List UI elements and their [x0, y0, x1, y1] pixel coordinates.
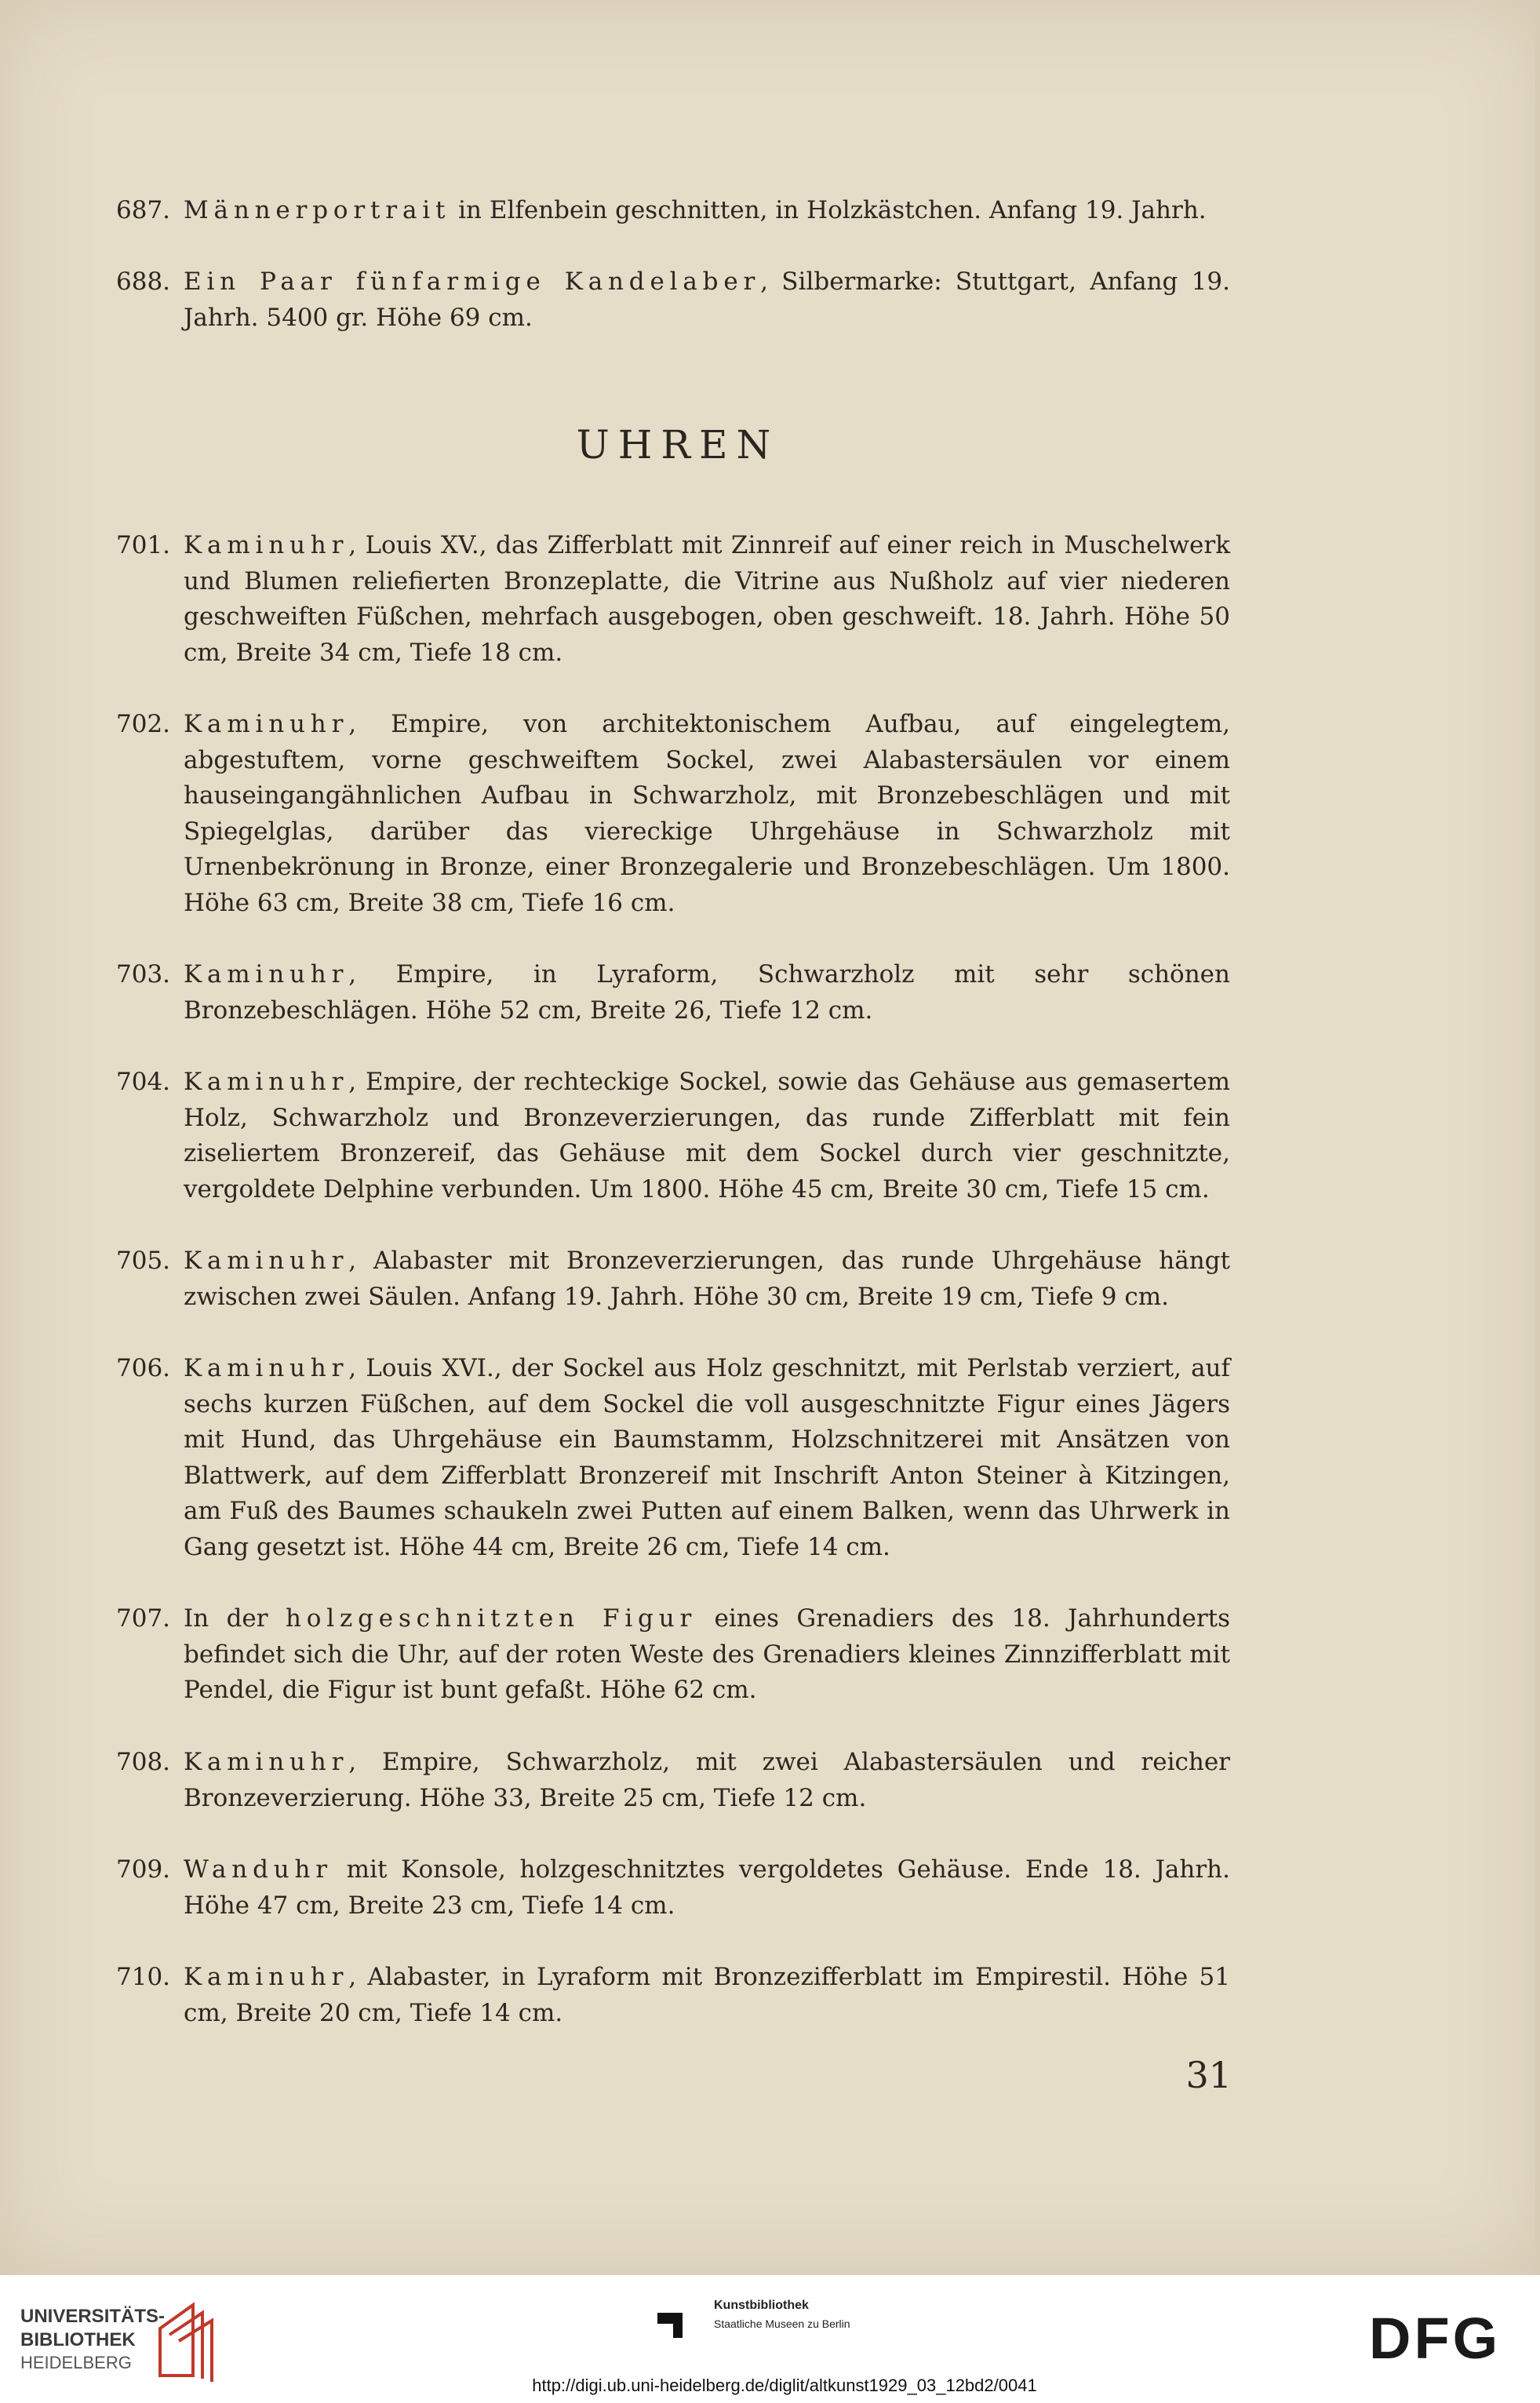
entry-number: 687.: [116, 196, 171, 224]
entry-keyword: Kaminuhr: [184, 1963, 349, 1991]
entry-keyword: Männerportrait: [184, 196, 451, 224]
permalink-url[interactable]: http://digi.ub.uni-heidelberg.de/diglit/altkunst1929_03_12bd2/0041: [532, 2376, 1037, 2395]
entry-text: , Empire, von architektonischem Aufbau, auf eingelegtem, abgestuftem, vorne geschweiftem Sockel, zwei Alabastersäulen vor einem hauseingangähnlichen Aufbau in Schwarzholz, mit Bronzebeschlägen und mit Spiegelglas, darüber das viereckige Uhrgehäuse in Schwarzholz mit Urnenbekrönung in Bronze, einer Bronzegalerie und Bronzebeschlägen. Um 1800. Höhe 63 cm, Breite 38 cm, Tiefe 16 cm.: [184, 710, 1230, 917]
kb-subtitle: Staatliche Museen zu Berlin: [714, 2317, 850, 2330]
logo-line-3: HEIDELBERG: [20, 2353, 132, 2372]
entry-keyword: Kaminuhr: [184, 1354, 349, 1382]
entry-body: [184, 1243, 1230, 1315]
entry-keyword: Wanduhr: [184, 1855, 333, 1884]
entry-number: 688.: [116, 268, 171, 296]
entry-keyword: Kaminuhr: [184, 531, 349, 559]
section-title: UHREN: [576, 422, 780, 468]
entry-body: [184, 957, 1230, 1029]
entry-number: 710.: [116, 1963, 171, 1991]
entry-keyword: Kaminuhr: [184, 1068, 349, 1096]
entry-body: [184, 193, 1230, 229]
kunstbibliothek-mark-icon: [656, 2307, 703, 2341]
dfg-logo[interactable]: DFG: [1369, 2306, 1502, 2371]
entry-body: [184, 528, 1230, 671]
entry-text: in Elfenbein geschnitten, in Holzkästchen. Anfang 19. Jahrh.: [450, 196, 1207, 224]
entry-text: , Alabaster, in Lyraform mit Bronzezifferblatt im Empirestil. Höhe 51 cm, Breite 20 cm, Tiefe 14 cm.: [184, 1963, 1230, 2027]
catalog-entry-708: [116, 1745, 1230, 1816]
entry-number: 703.: [116, 960, 171, 989]
entry-keyword: Kaminuhr: [184, 710, 349, 738]
entry-text: , Alabaster mit Bronzeverzierungen, das runde Uhrgehäuse hängt zwischen zwei Säulen. Anfang 19. Jahrh. Höhe 30 cm, Breite 19 cm, Tiefe 9 cm.: [184, 1247, 1230, 1311]
entry-text: , Silbermarke: Stuttgart, Anfang 19. Jahrh. 5400 gr. Höhe 69 cm.: [184, 268, 1230, 332]
entry-number: 705.: [116, 1247, 171, 1275]
catalog-entry-704: [116, 1065, 1230, 1207]
entry-text: , Louis XV., das Zifferblatt mit Zinnreif auf einer reich in Muschelwerk und Blumen reliefierten Bronzeplatte, die Vitrine aus Nußholz auf vier niederen geschweiften Füßchen, mehrfach ausgebogen, oben geschweift. 18. Jahrh. Höhe 50 cm, Breite 34 cm, Tiefe 18 cm.: [184, 531, 1230, 667]
catalog-entry-703: [116, 957, 1230, 1029]
catalog-entry-687: [116, 193, 1230, 229]
catalog-entry-706: [116, 1351, 1230, 1565]
entry-keyword: holzgeschnitzten Figur: [285, 1604, 697, 1633]
logo-line-2: BIBLIOTHEK: [20, 2329, 136, 2350]
catalog-entry-705: [116, 1243, 1230, 1315]
entry-keyword: Kaminuhr: [184, 960, 349, 989]
catalog-entry-701: [116, 528, 1230, 671]
entry-number: 708.: [116, 1748, 171, 1776]
footer-bar: [0, 2275, 1540, 2403]
catalog-entry-709: [116, 1852, 1230, 1924]
entry-number: 707.: [116, 1604, 171, 1633]
entry-body: [184, 264, 1230, 336]
entry-body: [184, 707, 1230, 921]
heidelberg-mark-icon: [154, 2297, 217, 2383]
catalog-entry-702: [116, 707, 1230, 921]
entry-keyword: Kaminuhr: [184, 1748, 349, 1776]
entry-text: , Empire, der rechteckige Sockel, sowie das Gehäuse aus gemasertem Holz, Schwarzholz und Bronzeverzierungen, das runde Zifferblatt mit fein ziseliertem Bronzereif, das Gehäuse mit dem Sockel durch vier geschnitzte, vergoldete Delphine verbunden. Um 1800. Höhe 45 cm, Breite 30 cm, Tiefe 15 cm.: [184, 1068, 1230, 1203]
entry-body: [184, 1852, 1230, 1924]
entry-body: [184, 1960, 1230, 2031]
entry-prefix: In der: [184, 1604, 286, 1633]
kb-name: Kunstbibliothek: [714, 2299, 809, 2312]
page-number: 31: [1185, 2054, 1232, 2096]
page-edge: [1535, 0, 1540, 2275]
entry-body: [184, 1601, 1230, 1709]
entry-keyword: Kaminuhr: [184, 1247, 349, 1275]
catalog-entry-710: [116, 1960, 1230, 2031]
entry-text: , Louis XVI., der Sockel aus Holz geschnitzt, mit Perlstab verziert, auf sechs kurzen Füßchen, auf dem Sockel die voll ausgeschnitzte Figur eines Jägers mit Hund, das Uhrgehäuse ein Baumstamm, Holzschnitzerei mit Ansätzen von Blattwerk, auf dem Zifferblatt Bronzereif mit Inschrift Anton Steiner à Kitzingen, am Fuß des Baumes schaukeln zwei Putten auf einem Balken, wenn das Uhrwerk in Gang gesetzt ist. Höhe 44 cm, Breite 26 cm, Tiefe 14 cm.: [184, 1354, 1230, 1561]
entry-text: eines Grenadiers des 18. Jahrhunderts befindet sich die Uhr, auf der roten Weste des Grenadiers kleines Zinnzifferblatt mit Pendel, die Figur ist bunt gefaßt. Höhe 62 cm.: [184, 1604, 1231, 1704]
heidelberg-library-logo[interactable]: [20, 2305, 165, 2374]
entry-number: 704.: [116, 1068, 171, 1096]
entry-number: 706.: [116, 1354, 171, 1382]
entry-keyword: Ein Paar fünfarmige Kandelaber: [184, 268, 761, 296]
catalog-entry-688: [116, 264, 1230, 336]
entry-text: , Empire, Schwarzholz, mit zwei Alabastersäulen und reicher Bronzeverzierung. Höhe 33, Breite 25 cm, Tiefe 12 cm.: [184, 1748, 1230, 1812]
entry-number: 702.: [116, 710, 171, 738]
entry-number: 709.: [116, 1855, 171, 1884]
catalog-entry-707: [116, 1601, 1230, 1709]
logo-line-1: UNIVERSITÄTS-: [20, 2306, 166, 2327]
entry-body: [184, 1065, 1230, 1207]
entry-body: [184, 1351, 1230, 1565]
entry-number: 701.: [116, 531, 171, 559]
entry-text: , Empire, in Lyraform, Schwarzholz mit sehr schönen Bronzebeschlägen. Höhe 52 cm, Breite 26, Tiefe 12 cm.: [184, 960, 1230, 1025]
entry-body: [184, 1745, 1230, 1816]
entry-text: mit Konsole, holzgeschnitztes vergoldetes Gehäuse. Ende 18. Jahrh. Höhe 47 cm, Breite 23 cm, Tiefe 14 cm.: [184, 1855, 1230, 1920]
